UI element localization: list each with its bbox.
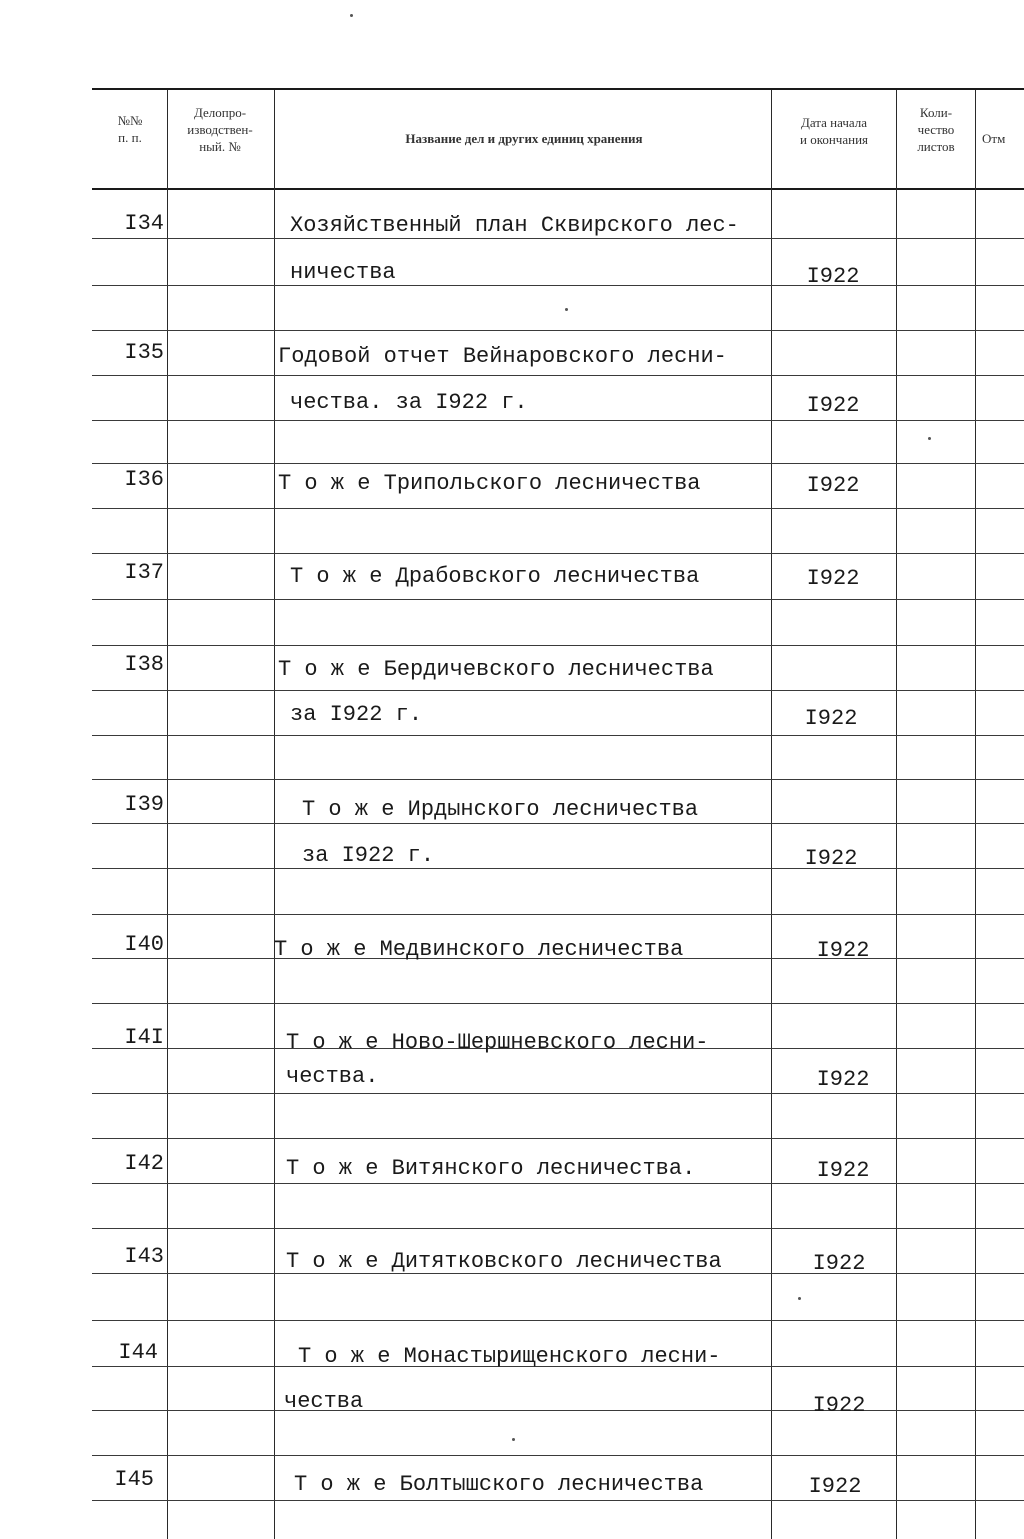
header-top-rule [92, 88, 1024, 90]
row-date: I922 [804, 706, 858, 731]
row-title-line: Т о ж е Монастырищенского лесни- [298, 1344, 721, 1369]
scan-speck [798, 1297, 801, 1300]
row-title-line: Т о ж е Бердичевского лесничества [278, 657, 714, 682]
ruled-line [92, 1500, 1024, 1501]
ruled-line [92, 1138, 1024, 1139]
ruled-line [92, 868, 1024, 869]
ruled-line [92, 1003, 1024, 1004]
row-title-line: Т о ж е Болтышского лесничества [294, 1472, 704, 1497]
row-number: I45 [114, 1467, 154, 1492]
row-number: I35 [124, 340, 164, 365]
row-title-line: Т о ж е Драбовского лесничества [290, 564, 700, 589]
ruled-line [92, 420, 1024, 421]
ruled-line [92, 599, 1024, 600]
row-number: I38 [124, 652, 164, 677]
row-number: I34 [124, 211, 164, 236]
row-date: I922 [816, 938, 870, 963]
row-date: I922 [806, 566, 860, 591]
row-number: I42 [124, 1151, 164, 1176]
ruled-line [92, 1093, 1024, 1094]
row-number: I37 [124, 560, 164, 585]
ruled-line [92, 1410, 1024, 1411]
ruled-line [92, 645, 1024, 646]
row-number: I4I [124, 1025, 164, 1050]
row-date: I922 [806, 473, 860, 498]
ruled-line [92, 375, 1024, 376]
row-title-line: чества. за I922 г. [290, 390, 528, 415]
ruled-line [92, 1455, 1024, 1456]
ruled-line [92, 914, 1024, 915]
header-dates: Дата начала и окончания [799, 115, 869, 147]
column-divider-5 [975, 90, 976, 1539]
row-date: I922 [812, 1393, 866, 1418]
ruled-line [92, 1228, 1024, 1229]
row-title-line: Годовой отчет Вейнаровского лесни- [278, 344, 727, 369]
row-title-line: чества. [286, 1064, 379, 1089]
row-title-line: Т о ж е Трипольского лесничества [278, 471, 701, 496]
scan-speck [350, 14, 353, 17]
header-notes: Отм [982, 131, 1006, 146]
row-date: I922 [816, 1067, 870, 1092]
ruled-line [92, 690, 1024, 691]
scan-speck [928, 437, 931, 440]
ruled-line [92, 735, 1024, 736]
scan-speck [512, 1438, 515, 1441]
ruled-line [92, 779, 1024, 780]
row-date: I922 [806, 393, 860, 418]
row-date: I922 [804, 846, 858, 871]
header-title: Название дел и других единиц хранения [405, 131, 643, 146]
row-number: I40 [124, 932, 164, 957]
row-title-line: Т о ж е Ирдынского лесничества [302, 797, 699, 822]
row-title-line: за I922 г. [302, 843, 435, 868]
column-divider-2 [274, 90, 275, 1539]
row-date: I922 [816, 1158, 870, 1183]
header-office-number: Делопро- изводствен- ный. № [187, 105, 253, 154]
row-title-line: ничества [290, 260, 396, 285]
header-number: №№ п. п. [117, 113, 143, 145]
row-date: I922 [806, 264, 860, 289]
row-title-line: Т о ж е Медвинского лесничества [274, 937, 684, 962]
row-title-line: Т о ж е Ново-Шершневского лесни- [286, 1030, 709, 1055]
row-number: I43 [124, 1244, 164, 1269]
row-number: I39 [124, 792, 164, 817]
column-divider-3 [771, 90, 772, 1539]
row-date: I922 [812, 1251, 866, 1276]
ruled-line [92, 823, 1024, 824]
row-title-line: Хозяйственный план Сквирского лес- [290, 213, 739, 238]
header-sheets: Коли- чество листов [917, 105, 955, 154]
row-title-line: за I922 г. [290, 702, 423, 727]
row-title-line: чества [284, 1389, 364, 1414]
column-divider-4 [896, 90, 897, 1539]
ruled-line [92, 330, 1024, 331]
ruled-line [92, 553, 1024, 554]
header-bottom-rule [92, 188, 1024, 190]
row-number: I36 [124, 467, 164, 492]
row-title-line: Т о ж е Дитятковского лесничества [286, 1249, 722, 1274]
column-divider-1 [167, 90, 168, 1539]
row-number: I44 [118, 1340, 158, 1365]
row-title-line: Т о ж е Витянского лесничества. [286, 1156, 696, 1181]
ruled-line [92, 508, 1024, 509]
ruled-line [92, 463, 1024, 464]
ruled-line [92, 285, 1024, 286]
scan-speck [565, 308, 568, 311]
row-date: I922 [808, 1474, 862, 1499]
ruled-line [92, 1320, 1024, 1321]
